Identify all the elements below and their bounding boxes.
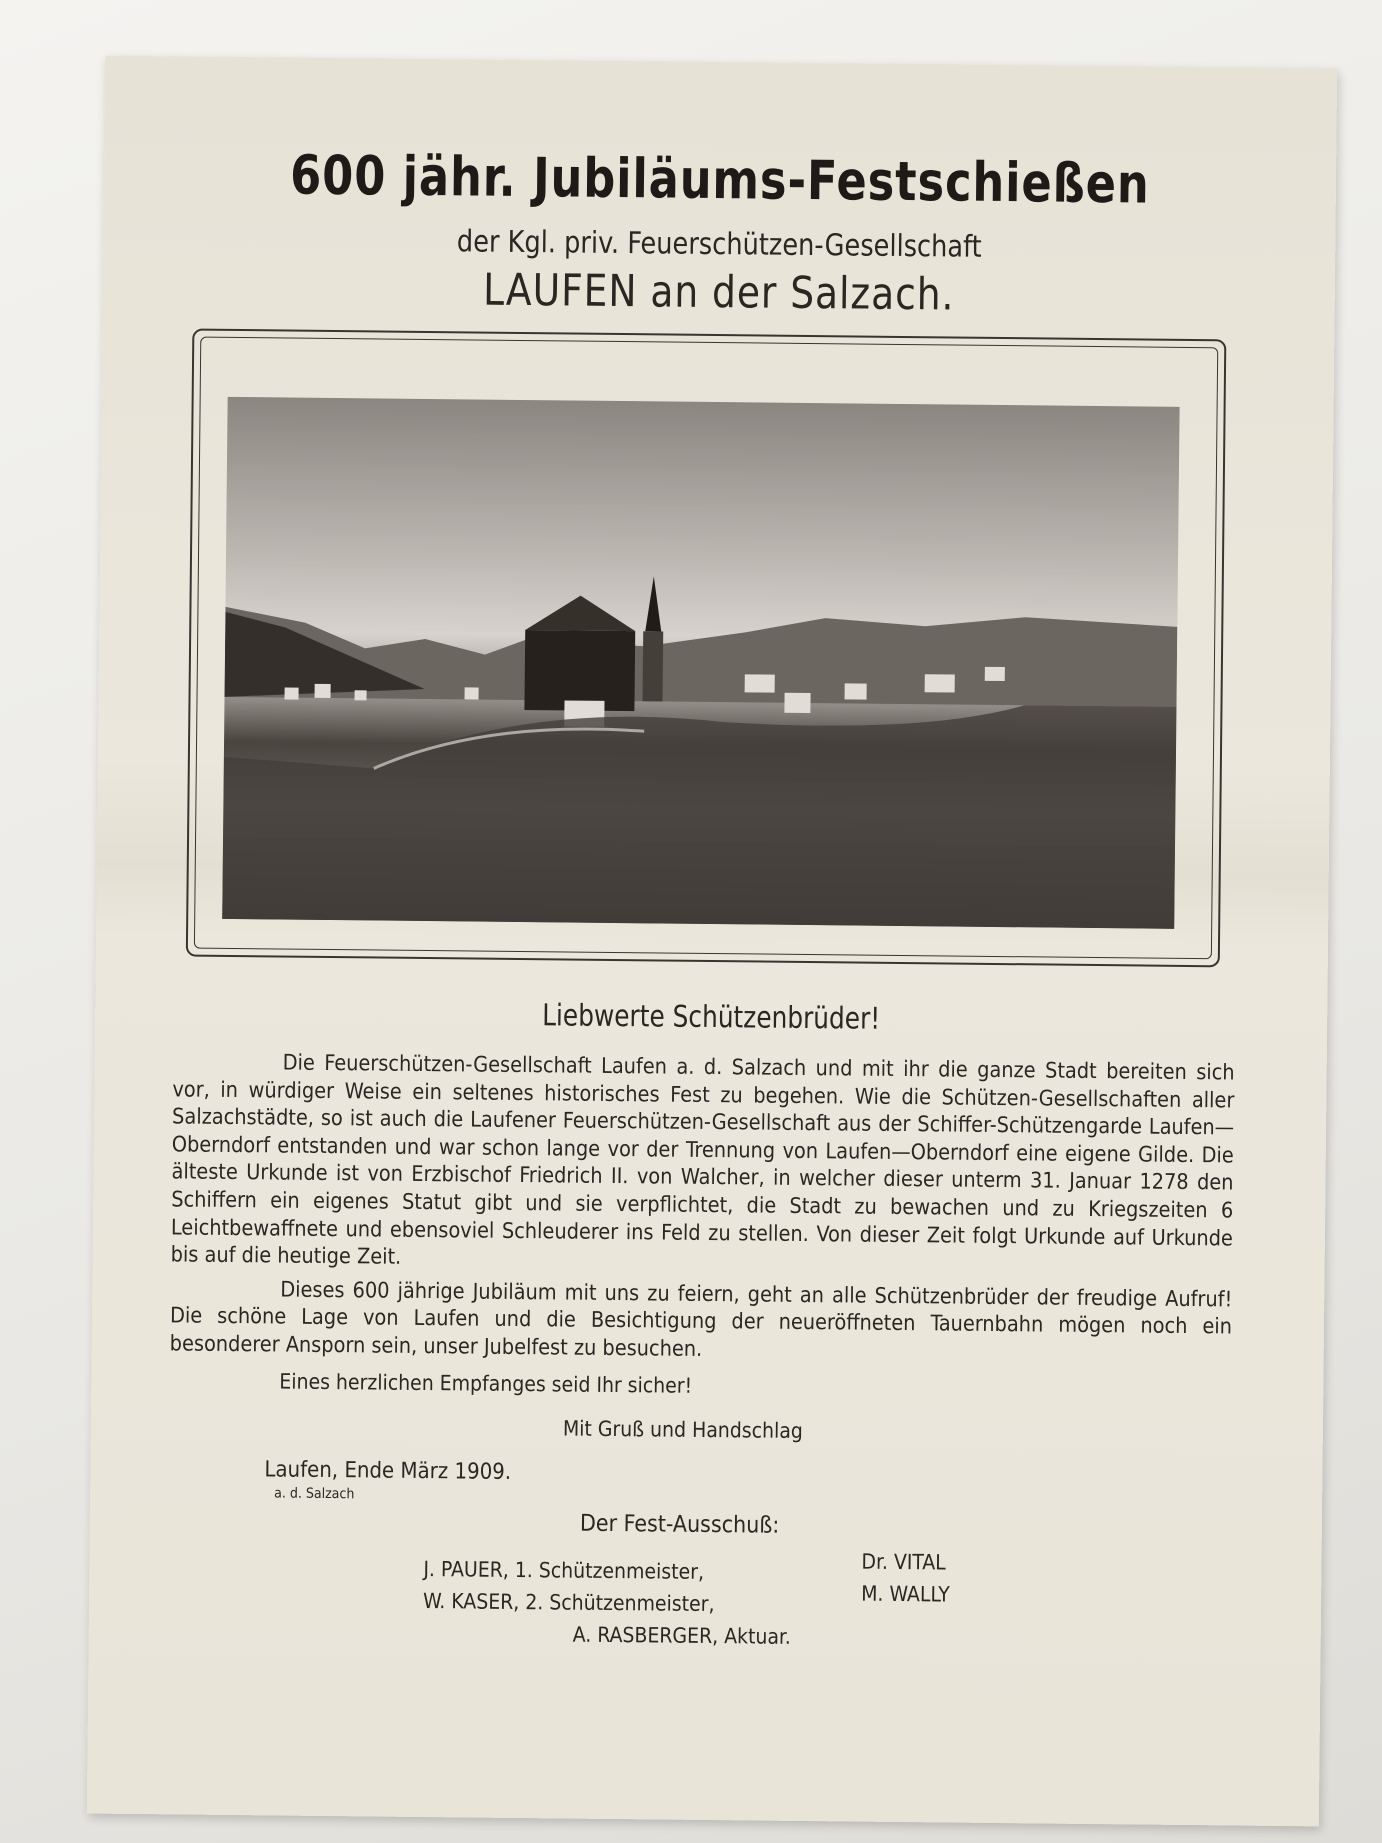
signatory: A. RASBERGER, Aktuar. bbox=[572, 1622, 791, 1649]
letter-welcome: Eines herzlichen Empfanges seid Ihr sicher! bbox=[279, 1369, 693, 1398]
document-subtitle: der Kgl. priv. Feuerschützen-Gesellschaft bbox=[456, 224, 982, 265]
letter-place-date: Laufen, Ende März 1909. bbox=[264, 1457, 512, 1485]
signatory: J. PAUER, 1. Schützenmeister, bbox=[423, 1557, 705, 1584]
letter-body bbox=[170, 1048, 1235, 1375]
letter-paragraph: Die Feuerschützen-Gesellschaft Laufen a. d. Salzach und mit ihr die ganze Stadt bereiten sich vor, in würdiger Weise ein seltenes historisches Fest zu begehen. Wie die Schützen-Gesellschaften aller Salzachstädte, so ist auch die Laufener Feuerschützen-Gesellschaft aus der Schiffer-Schützengarde Laufen—Oberndorf entstanden und war schon lange vor der Trennung von Laufen—Oberndorf eine eigene Gilde. Die älteste Urkunde ist von Erzbischof Friedrich II. von Walcher, in welcher dieser unterm 31. Januar 1278 den Schiffern ein eigenes Statut gibt und sie verpflichtet, die Stadt zu bewachen und zu Kriegszeiten 6 Leichtbewaffnete und ebensoviel Schleuderer ins Feld zu stellen. Von dieser Zeit folgt Urkunde auf Urkunde bis auf die heutige Zeit. bbox=[170, 1050, 1235, 1270]
signatory: W. KASER, 2. Schützenmeister, bbox=[422, 1589, 715, 1617]
committee-title: Der Fest-Ausschuß: bbox=[579, 1510, 780, 1539]
document-title: 600 jähr. Jubiläums-Festschießen bbox=[289, 143, 1151, 216]
letter-place-sub: a. d. Salzach bbox=[274, 1485, 355, 1503]
town-landscape-image bbox=[222, 397, 1179, 929]
town-illustration bbox=[222, 397, 1179, 929]
signatory: Dr. VITAL bbox=[861, 1549, 946, 1575]
document-page bbox=[87, 56, 1337, 1827]
letter-greeting: Mit Gruß und Handschlag bbox=[562, 1416, 803, 1443]
letter-paragraph: Dieses 600 jährige Jubiläum mit uns zu feiern, geht an alle Schützenbrüder der freudige Aufruf! Die schöne Lage von Laufen und die Besichtigung der neueröffneten Tauernbahn mögen noch ein besonderer Ansporn sein, unser Jubelfest zu besuchen. bbox=[169, 1277, 1233, 1362]
letter-salutation: Liebwerte Schützenbrüder! bbox=[541, 998, 881, 1037]
signatory: M. WALLY bbox=[861, 1581, 950, 1607]
document-place: LAUFEN an der Salzach. bbox=[482, 264, 955, 321]
